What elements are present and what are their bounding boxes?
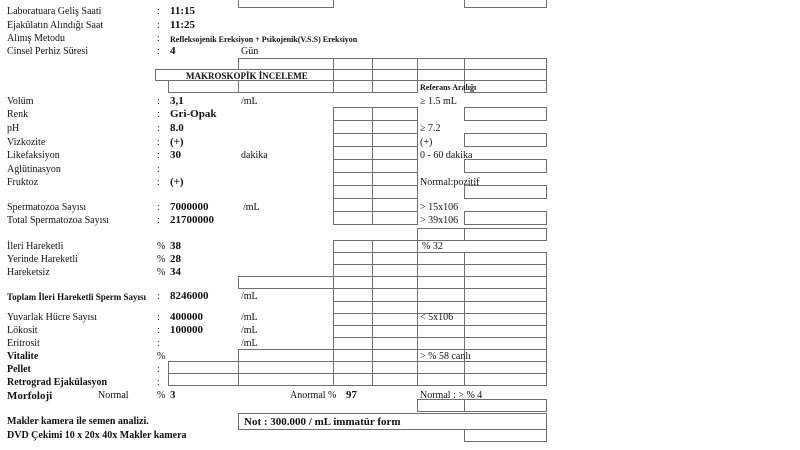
morphology-abnormal-value: 97: [346, 389, 357, 401]
colon: :: [157, 20, 160, 31]
grid-cell: [372, 185, 418, 199]
grid-cell: [333, 211, 373, 225]
grid-cell: [417, 69, 465, 81]
footer-line-2: DVD Çekimi 10 x 20x 40x Makler kamera: [7, 430, 187, 441]
colon: :: [157, 96, 160, 107]
ejac-label: Ejakülatın Alındığı Saat: [7, 20, 104, 31]
grid-cell: [464, 228, 547, 241]
sperm-count-value: 7000000: [170, 201, 209, 213]
liquefaction-ref: 0 - 60 dakika: [420, 150, 473, 161]
sperm-count-label: Spermatozoa Sayısı: [7, 202, 87, 213]
round-cells-ref: < 5x106: [420, 312, 454, 323]
sperm-count-unit: /mL: [243, 202, 260, 213]
footer-note: Not : 300.000 / mL immatür form: [244, 416, 401, 428]
method-value: Refleksojenik Ereksiyon + Psikojenik(V.S.S) Ereksiyon: [170, 35, 358, 44]
percent-sign: %: [157, 241, 166, 252]
grid-cell: [333, 373, 373, 386]
abstinence-label: Cinsel Perhiz Süresi: [7, 46, 89, 57]
grid-cell: [333, 172, 373, 186]
grid-cell: [333, 120, 373, 134]
grid-cell: [168, 373, 239, 386]
grid-cell: [372, 159, 418, 173]
morphology-normal-label: Normal: [98, 390, 129, 401]
total-progressive-value: 8246000: [170, 290, 209, 302]
grid-cell: [333, 185, 373, 199]
grid-cell: [372, 373, 418, 386]
colon: :: [157, 364, 160, 375]
grid-cell: [238, 0, 334, 8]
round-cells-unit: /mL: [241, 312, 258, 323]
arrival-label: Laboratuara Geliş Saati: [7, 6, 102, 17]
colon: :: [157, 325, 160, 336]
immotile-value: 34: [170, 266, 181, 278]
volume-value: 3,1: [170, 95, 184, 107]
colon: :: [157, 109, 160, 120]
method-label: Alınış Metodu: [7, 33, 66, 44]
morphology-label: Morfoloji: [7, 390, 53, 402]
grid-cell: [333, 159, 373, 173]
grid-cell: [333, 146, 373, 160]
ph-label: pH: [7, 123, 20, 134]
leukocyte-label: Lökosit: [7, 325, 38, 336]
percent-sign: %: [157, 390, 166, 401]
grid-cell: [372, 198, 418, 212]
grid-cell: [464, 133, 547, 147]
total-progressive-label: Toplam İleri Hareketli Sperm Sayısı: [7, 292, 147, 302]
liquefaction-value: 30: [170, 149, 181, 161]
grid-cell: [333, 107, 373, 121]
grid-cell: [464, 80, 547, 93]
morphology-abnormal-label: Anormal %: [290, 390, 337, 401]
percent-sign: %: [157, 254, 166, 265]
colon: :: [157, 202, 160, 213]
grid-cell: [372, 120, 418, 134]
colon: :: [157, 177, 160, 188]
agglutination-label: Aglütinasyon: [7, 164, 61, 175]
progressive-value: 38: [170, 240, 181, 252]
volume-unit: /mL: [241, 96, 258, 107]
grid-cell: [372, 133, 418, 147]
total-sperm-value: 21700000: [170, 214, 214, 226]
fructose-ref: Normal:pozitif: [420, 177, 480, 188]
vitality-label: Vitalite: [7, 351, 39, 362]
fructose-label: Fruktoz: [7, 177, 39, 188]
grid-cell: [372, 80, 418, 93]
retrograde-label: Retrograd Ejakülasyon: [7, 377, 108, 388]
colon: :: [157, 123, 160, 134]
grid-cell: [417, 337, 465, 350]
morphology-normal-value: 3: [170, 389, 176, 401]
leukocyte-unit: /mL: [241, 325, 258, 336]
arrival-value: 11:15: [170, 5, 196, 17]
in-place-value: 28: [170, 253, 181, 265]
grid-cell: [372, 172, 418, 186]
pellet-label: Pellet: [7, 364, 31, 375]
colon: :: [157, 150, 160, 161]
colon: :: [157, 33, 160, 44]
colon: :: [157, 312, 160, 323]
footer-line-1: Makler kamera ile semen analizi.: [7, 416, 149, 427]
grid-cell: [464, 107, 547, 121]
grid-cell: [238, 373, 334, 386]
viscosity-ref: (+): [420, 137, 433, 148]
sperm-count-ref: > 15x106: [420, 202, 459, 213]
grid-cell: [333, 133, 373, 147]
in-place-label: Yerinde Hareketli: [7, 254, 78, 265]
colon: :: [157, 338, 160, 349]
colon: :: [157, 215, 160, 226]
abstinence-unit: Gün: [241, 46, 259, 57]
percent-sign: %: [157, 351, 166, 362]
percent-sign: %: [157, 267, 166, 278]
section-title: MAKROSKOPİK İNCELEME: [186, 71, 308, 81]
total-sperm-ref: > 39x106: [420, 215, 459, 226]
volume-ref: ≥ 1.5 mL: [420, 96, 457, 107]
total-progressive-unit: /mL: [241, 291, 258, 302]
grid-cell: [372, 146, 418, 160]
erythrocyte-label: Eritrosit: [7, 338, 40, 349]
abstinence-value: 4: [170, 45, 176, 57]
grid-cell: [372, 288, 418, 302]
volume-label: Volüm: [7, 96, 34, 107]
progressive-label: İleri Hareketli: [7, 241, 64, 252]
progressive-ref: % 32: [422, 241, 443, 252]
grid-cell: [372, 211, 418, 225]
grid-cell: [333, 288, 373, 302]
grid-cell: [238, 276, 334, 289]
liquefaction-label: Likefaksiyon: [7, 150, 60, 161]
liquefaction-unit: dakika: [241, 150, 268, 161]
grid-cell: [464, 211, 547, 225]
morphology-ref: Normal : > % 4: [420, 390, 483, 401]
colon: :: [157, 137, 160, 148]
immotile-label: Hareketsiz: [7, 267, 50, 278]
colon: :: [157, 377, 160, 388]
ph-value: 8.0: [170, 122, 184, 134]
fructose-value: (+): [170, 176, 184, 188]
colon: :: [157, 291, 160, 302]
ph-ref: ≥ 7.2: [420, 123, 441, 134]
leukocyte-value: 100000: [170, 324, 203, 336]
grid-cell: [417, 228, 465, 241]
erythrocyte-unit: /mL: [241, 338, 258, 349]
reference-header: Referans Aralığı: [420, 83, 477, 92]
grid-cell: [417, 373, 465, 386]
grid-cell: [333, 80, 373, 93]
colon: :: [157, 164, 160, 175]
grid-cell: [333, 198, 373, 212]
grid-cell: [464, 373, 547, 386]
viscosity-value: (+): [170, 136, 184, 148]
grid-cell: [464, 0, 547, 8]
colon: :: [157, 46, 160, 57]
round-cells-value: 400000: [170, 311, 203, 323]
total-sperm-label: Total Spermatozoa Sayısı: [7, 215, 110, 226]
grid-cell: [464, 429, 547, 442]
color-value: Gri-Opak: [170, 108, 217, 120]
vitality-ref: > % 58 canlı: [420, 351, 471, 362]
color-label: Renk: [7, 109, 29, 120]
round-cells-label: Yuvarlak Hücre Sayısı: [7, 312, 97, 323]
ejac-value: 11:25: [170, 19, 196, 31]
viscosity-label: Vizkozite: [7, 137, 46, 148]
grid-cell: [464, 288, 547, 302]
grid-cell: [417, 276, 465, 289]
grid-cell: [464, 159, 547, 173]
colon: :: [157, 6, 160, 17]
grid-cell: [372, 107, 418, 121]
